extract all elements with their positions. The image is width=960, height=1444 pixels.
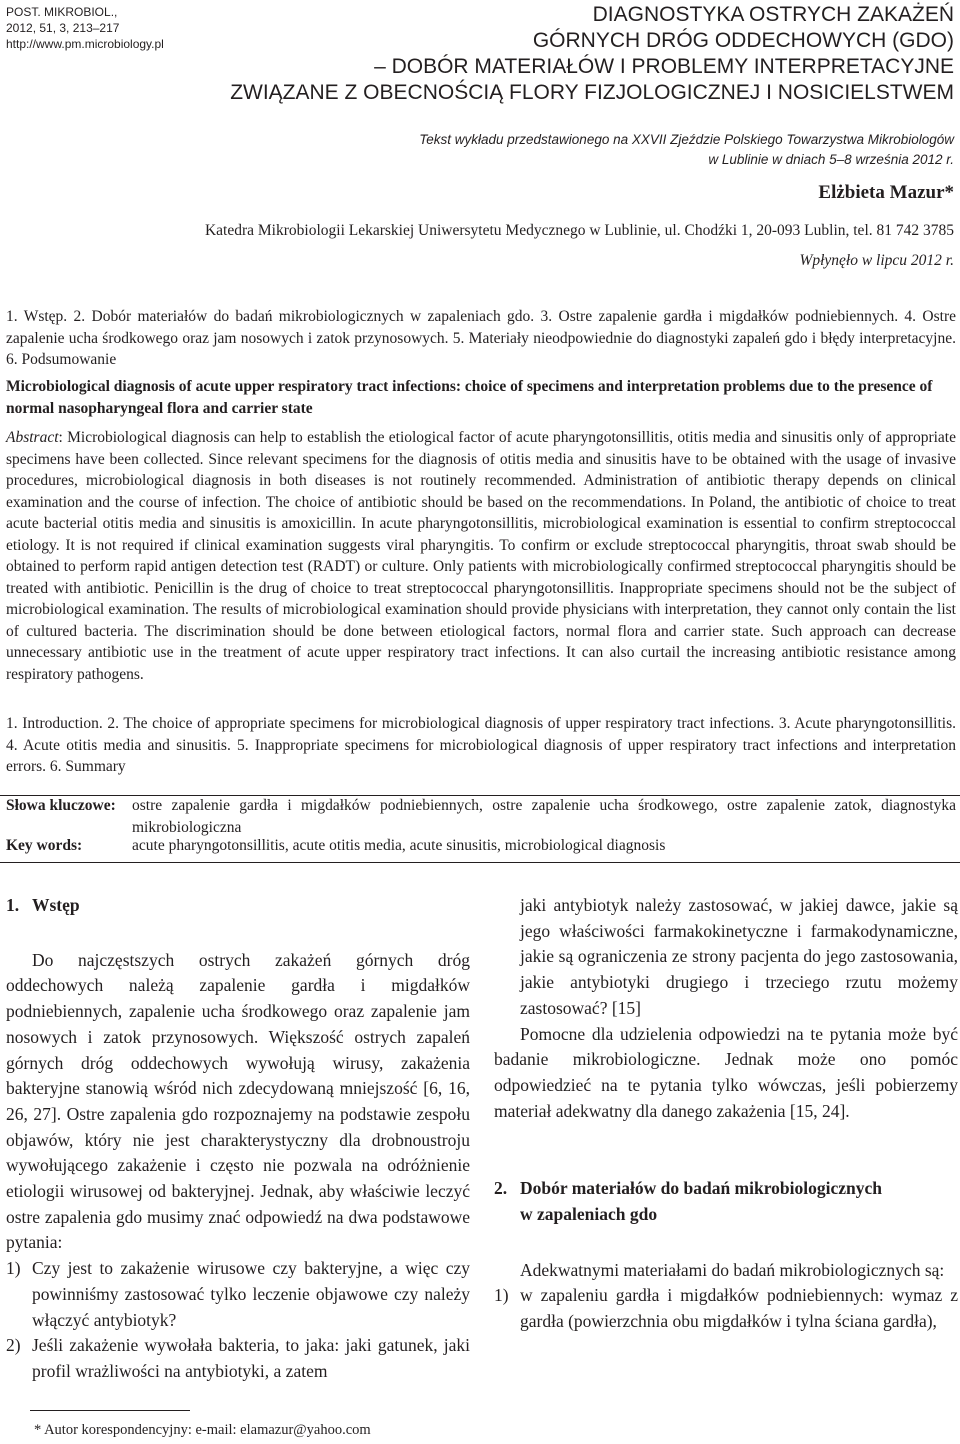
specimen-item-1: [494, 1283, 958, 1334]
specimen-item-1-text: w zapaleniu gardła i migdałków podniebiennych: wymaz z gardła (powierzchnia obu migdałków i tylna ściana gardła),: [520, 1285, 958, 1332]
keywords-polish-text: ostre zapalenie gardła i migdałków podniebiennych, ostre zapalenie ucha środkowego, ostre zapalenie zatok, diagnostyka mikrobiologiczna: [132, 797, 956, 836]
footnote-corresponding-author: * Autor korespondencyjny: e-mail: elamazur@yahoo.com: [34, 1422, 371, 1438]
author-affiliation: Katedra Mikrobiologii Lekarskiej Uniwersytetu Medycznego w Lublinie, ul. Chodźki 1, 20-093 Lublin, tel. 81 742 3785: [204, 222, 954, 239]
abstract: Abstract: Microbiological diagnosis can help to establish the etiological factor of acute pharyngotonsillitis, otitis media and sinusitis only of appropriate specimens have been collected. Since relevant specimens for the diagnosis of otitis media and sinusitis have to be obtained with the usage of invasive procedures, microbiological diagnosis in both diseases is not routinely recommended. Administration of antibiotic therapy depends on clinical examination and the course of infection. The choice of antibiotic should be based on the recommendations. In Poland, the antibiotic of choice to treat acute bacterial otitis media and sinusitis is amoxicillin. In acute pharyngotonsillitis, microbiological examination is essential to confirm streptococcal etiology. It is not required if clinical examination suggests viral pharyngitis. To confirm or exclude streptococcal pharyngitis, throat swab should be obtained to perform rapid antigen detection test (RADT) or culture. Only patients with microbiologically confirmed streptococcal pharyngitis should be treated with antibiotic. Penicillin is the drug of choice to treat streptococcal pharyngotonsillitis. Inappropriate specimens should not be the subject of microbiological examination. The results of microbiological examination should provide physicians with interpretation, they cannot only contain the list of cultured bacteria. The discrimination should be done between etiological factors, normal flora and carrier state. Such approach can decrease unnecessary antibiotic use in the treatment of acute upper respiratory tract infections. It can also curtail the increasing antibiotic resistance among respiratory pathogens.: [6, 429, 956, 683]
question-2-continued: [494, 893, 958, 1022]
abstract-text: Microbiological diagnosis can help to establish the etiological factor of acute pharyngotonsillitis, otitis media and sinusitis only of appropriate specimens have been collected. Since relevant specimens for the diagnosis of otitis media and sinusitis have to be obtained with the usage of invasive procedures, microbiological diagnosis in both diseases is not routinely recommended. Administration of antibiotic therapy depends on clinical examination and the course of infection. The choice of antibiotic should be based on the recommendations. In Poland, the antibiotic of choice to treat acute bacterial otitis media and sinusitis is amoxicillin. In acute pharyngotonsillitis, microbiological examination is essential to confirm streptococcal etiology. It is not required if clinical examination suggests viral pharyngitis. To confirm or exclude streptococcal pharyngitis, throat swab should be obtained to perform rapid antigen detection test (RADT) or culture. Only patients with microbiologically confirmed streptococcal pharyngitis should be treated with antibiotic. Penicillin is the drug of choice to treat streptococcal pharyngotonsillitis. Inappropriate specimens should not be the subject of microbiological examination. The results of microbiological examination should provide physicians with interpretation, they cannot only contain the list of cultured bacteria. The discrimination should be done between etiological factors, normal flora and carrier state. Such approach can decrease unnecessary antibiotic use in the treatment of acute upper respiratory tract infections. It can also curtail the increasing antibiotic resistance among respiratory pathogens.: [6, 429, 956, 683]
question-2-continued-text: jaki antybiotyk należy zastosować, w jakiej dawce, jakie są jego właściwości farmakokinetyczne i farmakodynamiczne, jakie są ograniczenia ze strony pacjenta do jego zastosowania, jakie antybiotyki drugiego i trzeciego rzutu możemy zastosować? [15]: [520, 895, 958, 1018]
section-1-title: Wstęp: [32, 895, 80, 915]
question-2-number: 2): [6, 1335, 21, 1356]
lecture-note: [334, 130, 954, 170]
section-2-title-line-1: Dobór materiałów do badań mikrobiologicznych: [520, 1178, 883, 1199]
journal-url[interactable]: http://www.pm.microbiology.pl: [6, 37, 164, 51]
title-line-3: – DOBÓR MATERIAŁÓW I PROBLEMY INTERPRETACYJNE: [374, 55, 954, 78]
received-date: Wpłynęło w lipcu 2012 r.: [799, 252, 954, 269]
section-1-paragraph-2: Pomocne dla udzielenia odpowiedzi na te pytania może być badanie mikrobiologiczne. Jednak może ono pomóc odpowiedzieć na te pytania tylko wówczas, jeśli pobierzemy materiał adekwatny dla danego zakażenia [15, 24].: [494, 1023, 958, 1121]
journal-citation: [6, 4, 164, 52]
title-line-1: DIAGNOSTYKA OSTRYCH ZAKAŻEŃ: [592, 3, 954, 26]
question-2: [6, 1333, 470, 1384]
footnote-rule: [30, 1410, 190, 1411]
section-2-title-line-2: w zapaleniach gdo: [520, 1204, 658, 1225]
section-2-number: 2.: [494, 1178, 508, 1199]
question-1-number: 1): [6, 1258, 21, 1279]
question-2-text: Jeśli zakażenie wywołała bakteria, to jaka: jaki gatunek, jaki profil wrażliwości na antybiotyki, a zatem: [32, 1335, 470, 1381]
section-1-paragraph-1: Do najczęstszych ostrych zakażeń górnych dróg oddechowych należą zapalenie gardła i migdałków podniebiennych, zapalenie ucha środkowego oraz zapalenie jam nosowych i zatok przynosowych. Większość ostrych zapaleń górnych dróg oddechowych wywołują wirusy, zakażenia bakteryjne stanowią wśród nich zdecydowaną mniejszość [6, 16, 26, 27]. Ostre zapalenia gdo rozpoznajemy na podstawie zespołu objawów, który nie jest charakterystyczny dla drobnoustroju wywołującego zakażenie i często nie pozwala na odróżnienie etiologii wirusowej od bakteryjnej. Jednak, aby właściwie leczyć ostre zapalenia gdo musimy znać odpowiedź na dwa podstawowe pytania:: [6, 949, 470, 1253]
lecture-note-line-1: Tekst wykładu przedstawionego na XXVII Zjeździe Polskiego Towarzystwa Mikrobiologów: [419, 132, 954, 147]
title-line-4: ZWIĄZANE Z OBECNOŚCIĄ FLORY FIZJOLOGICZNEJ I NOSICIELSTWEM: [230, 81, 954, 104]
column-right: [494, 893, 958, 1335]
column-left: [6, 893, 470, 1385]
lecture-note-line-2: w Lublinie w dniach 5–8 września 2012 r.: [708, 152, 954, 167]
keywords-polish: [6, 795, 956, 838]
english-title: Microbiological diagnosis of acute upper respiratory tract infections: choice of specimens and interpretation problems due to the presence of normal nasopharyngeal flora and carrier state: [6, 378, 933, 417]
keywords-polish-label: Słowa kluczowe:: [6, 797, 116, 814]
question-1-text: Czy jest to zakażenie wirusowe czy bakteryjne, a więc czy powinniśmy zastosować tylko leczenie objawowe czy należy włączyć antybiotyk?: [32, 1258, 470, 1330]
article-title: [154, 2, 954, 106]
question-1: [6, 1256, 470, 1333]
keywords-english-text: acute pharyngotonsillitis, acute otitis media, acute sinusitis, microbiological diagnosis: [132, 837, 666, 854]
contents-polish: 1. Wstęp. 2. Dobór materiałów do badań mikrobiologicznych w zapaleniach gdo. 3. Ostre zapalenie gardła i migdałków podniebiennych. 4. Ostre zapalenie ucha środkowego oraz jam nosowych i zatok przynosowych. 5. Materiały nieodpowiednie do diagnostyki zapaleń gdo i błędy interpretacyjne. 6. Podsumowanie: [6, 308, 956, 368]
section-2-paragraph-1: Adekwatnymi materiałami do badań mikrobiologicznych są:: [520, 1259, 945, 1280]
abstract-label: Abstract: [6, 429, 59, 446]
contents-english: 1. Introduction. 2. The choice of appropriate specimens for microbiological diagnosis of upper respiratory tract infections. 3. Acute pharyngotonsillitis. 4. Acute otitis media and sinusitis. 5. Inappropriate specimens for microbiological diagnosis of upper respiratory tract infections and interpretation errors. 6. Summary: [6, 715, 956, 775]
section-2-heading: [494, 1176, 958, 1227]
title-line-2: GÓRNYCH DRÓG ODDECHOWYCH (GDO): [532, 29, 954, 52]
section-1-heading: [6, 893, 470, 919]
section-1-number: 1.: [6, 895, 20, 915]
specimen-item-1-number: 1): [494, 1285, 509, 1306]
journal-name: POST. MIKROBIOL.,: [6, 5, 118, 19]
keywords-english: [6, 835, 956, 857]
keywords-english-label: Key words:: [6, 837, 83, 854]
journal-volume: 2012, 51, 3, 213–217: [6, 21, 120, 35]
author-name: Elżbieta Mazur*: [818, 182, 954, 203]
keywords-bottom-rule: [0, 862, 960, 863]
